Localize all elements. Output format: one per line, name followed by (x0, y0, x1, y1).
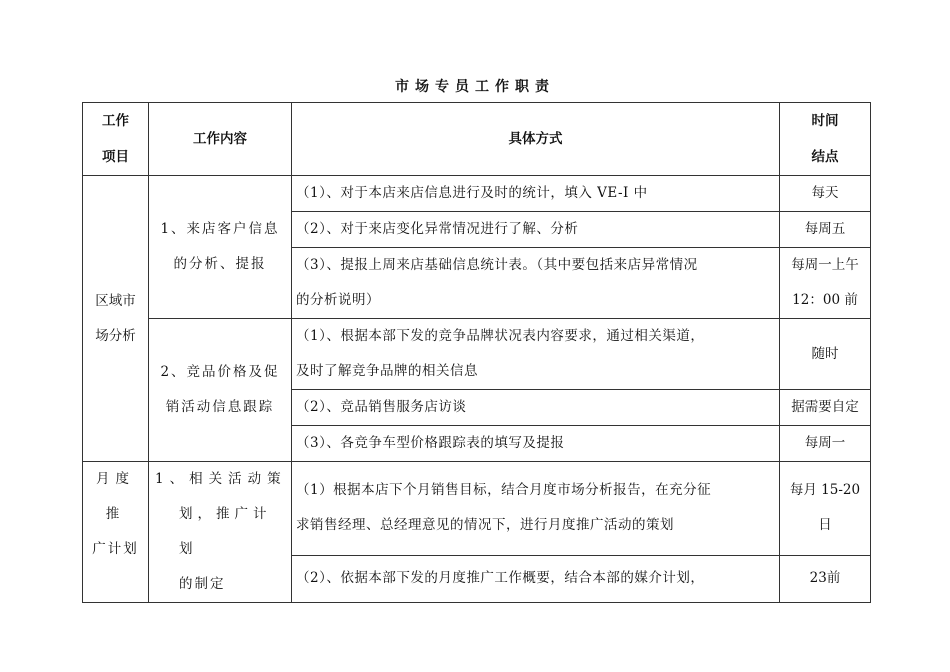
header-content: 工作内容 (149, 103, 292, 176)
method-cell: （2）、竞品销售服务店访谈 (292, 390, 780, 426)
method-line: 求销售经理、总经理意见的情况下，进行月度推广活动的策划 (296, 517, 674, 534)
content-cell (149, 319, 292, 462)
content-line: 1、相关活动策 (155, 471, 287, 487)
method-line: 及时了解竞争品牌的相关信息 (296, 363, 478, 379)
time-cell: 据需要自定 (780, 390, 871, 426)
method-line: 的分析说明） (296, 292, 380, 308)
header-item-line-1: 工作 (102, 113, 129, 129)
duty-table (82, 102, 871, 603)
method-cell: （3）、各竞争车型价格跟踪表的填写及提报 (292, 426, 780, 462)
content-line: 的分析、提报 (173, 256, 267, 272)
section-item-line: 场分析 (95, 327, 136, 344)
method-line: （1）根据本店下个月销售目标，结合月度市场分析报告，在充分征 (296, 482, 712, 499)
method-cell (292, 319, 780, 390)
content-cell (149, 176, 292, 319)
time-line: 12：00 前 (792, 292, 858, 308)
section-item-cell (83, 462, 149, 603)
time-line: 日 (818, 517, 832, 534)
content-line: 的制定 (179, 576, 226, 592)
time-cell (780, 462, 871, 556)
time-cell: 23前 (780, 555, 871, 602)
header-row (83, 103, 871, 176)
header-time-line-1: 时间 (811, 113, 839, 129)
header-time (780, 103, 871, 176)
table-row (83, 319, 871, 390)
time-line: 每周一上午 (791, 257, 859, 273)
method-line: （1）、根据本部下发的竞争品牌状况表内容要求，通过相关渠道， (296, 328, 705, 344)
header-time-line-2: 结点 (811, 149, 839, 165)
method-cell (292, 462, 780, 556)
time-cell: 随时 (780, 319, 871, 390)
document-title: 市场专员工作职责 (395, 79, 555, 95)
section-item-line: 广计划 (92, 541, 139, 557)
section-item-cell (83, 176, 149, 462)
content-line: 划，推广计划 (179, 506, 272, 557)
content-cell (149, 462, 292, 603)
time-cell: 每天 (780, 176, 871, 212)
table-row (83, 462, 871, 556)
time-cell: 每周一 (780, 426, 871, 462)
section-item-line: 月度推 (96, 471, 135, 522)
method-cell: （2）、依据本部下发的月度推广工作概要，结合本部的媒介计划， (292, 555, 780, 602)
method-cell (292, 248, 780, 319)
content-line: 销活动信息跟踪 (165, 399, 275, 415)
content-line: 1、来店客户信息 (160, 221, 280, 237)
method-line: （3）、提报上周来店基础信息统计表。（其中要包括来店异常情况 (296, 257, 698, 273)
method-cell: （1）、对于本店来店信息进行及时的统计，填入 VE-I 中 (292, 176, 780, 212)
time-line: 每月 15-20 (789, 482, 861, 499)
header-item (83, 103, 149, 176)
time-cell: 每周五 (780, 212, 871, 248)
method-cell: （2）、对于来店变化异常情况进行了解、分析 (292, 212, 780, 248)
table-row (83, 176, 871, 212)
header-item-line-2: 项目 (102, 149, 129, 165)
time-cell (780, 248, 871, 319)
header-method: 具体方式 (292, 103, 780, 176)
content-line: 2、竞品价格及促 (160, 364, 280, 380)
section-item-line: 区域市 (95, 292, 136, 309)
